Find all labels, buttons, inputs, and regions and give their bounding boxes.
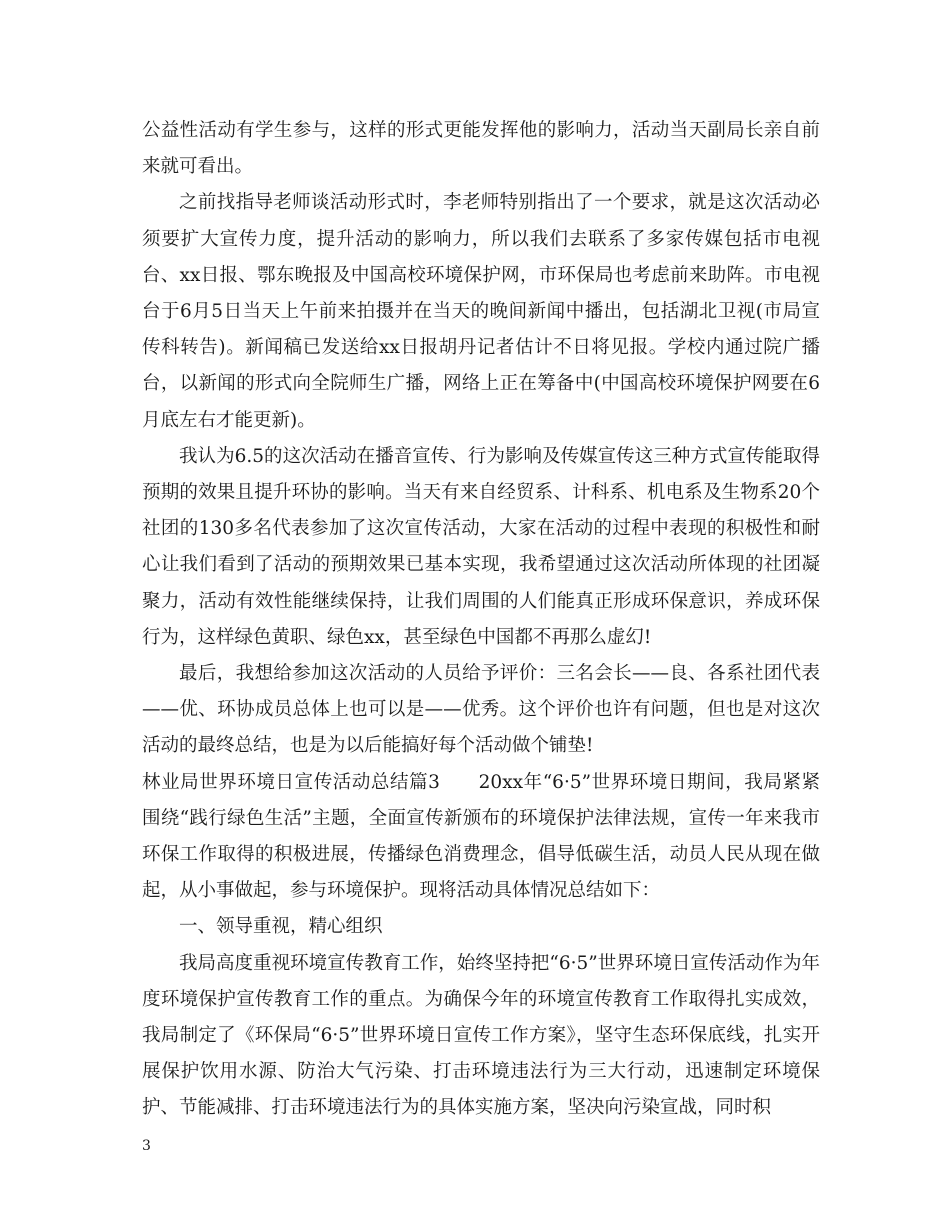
paragraph-3: 我认为6.5的这次活动在播音宣传、行为影响及传媒宣传这三种方式宣传能取得预期的效果且提升环协的影响。当天有来自经贸系、计科系、机电系及生物系20个社团的130多名代表参加了这次宣传活动，大家在活动的过程中表现的积极性和耐心让我们看到了活动的预期效果已基本实现，我希望通过这次活动所体现的社团凝聚力，活动有效性能继续保持，让我们周围的人们能真正形成环保意识，养成环保行为，这样绿色黄职、绿色xx，甚至绿色中国都不再那么虚幻! (142, 445, 820, 648)
paragraph-6-heading: 一、领导重视，精心组织 (179, 916, 383, 938)
paragraph-7: 我局高度重视环境宣传教育工作，始终坚持把“6·5”世界环境日宣传活动作为年度环境保护宣传教育工作的重点。为确保今年的环境宣传教育工作取得扎实成效，我局制定了《环保局“6·5”世界环境日宣传工作方案》，坚守生态环保底线，扎实开展保护饮用水源、防治大气污染、打击环境违法行为三大行动，迅速制定环境保护、节能减排、打击环境违法行为的具体实施方案，坚决向污染宣战，同时积 (142, 952, 820, 1119)
paragraph-2: 之前找指导老师谈活动形式时，李老师特别指出了一个要求，就是这次活动必须要扩大宣传力度，提升活动的影响力，所以我们去联系了多家传媒包括市电视台、xx日报、鄂东晚报及中国高校环境保护网，市环保局也考虑前来助阵。市电视台于6月5日当天上午前来拍摄并在当天的晚间新闻中播出，包括湖北卫视(市局宣传科转告)。新闻稿已发送给xx日报胡丹记者估计不日将见报。学校内通过院广播台，以新闻的形式向全院师生广播，网络上正在筹备中(中国高校环境保护网要在6月底左右才能更新)。 (142, 192, 820, 431)
body-text (142, 113, 820, 1127)
paragraph-4: 最后，我想给参加这次活动的人员给予评价：三名会长——良、各系社团代表——优、环协成员总体上也可以是——优秀。这个评价也许有问题，但也是对这次活动的最终总结，也是为以后能搞好每个活动做个铺垫! (142, 663, 820, 757)
page-number: 3 (142, 1138, 151, 1154)
paragraph-1: 公益性活动有学生参与，这样的形式更能发挥他的影响力，活动当天副局长亲自前来就可看出。 (142, 120, 820, 178)
paragraph-5-section-title: 林业局世界环境日宣传活动总结篇3 20xx年“6·5”世界环境日期间，我局紧紧围绕“践行绿色生活”主题，全面宣传新颁布的环境保护法律法规，宣传一年来我市环保工作取得的积极进展，传播绿色消费理念，倡导低碳生活，动员人民从现在做起，从小事做起，参与环境保护。现将活动具体情况总结如下： (142, 771, 820, 902)
